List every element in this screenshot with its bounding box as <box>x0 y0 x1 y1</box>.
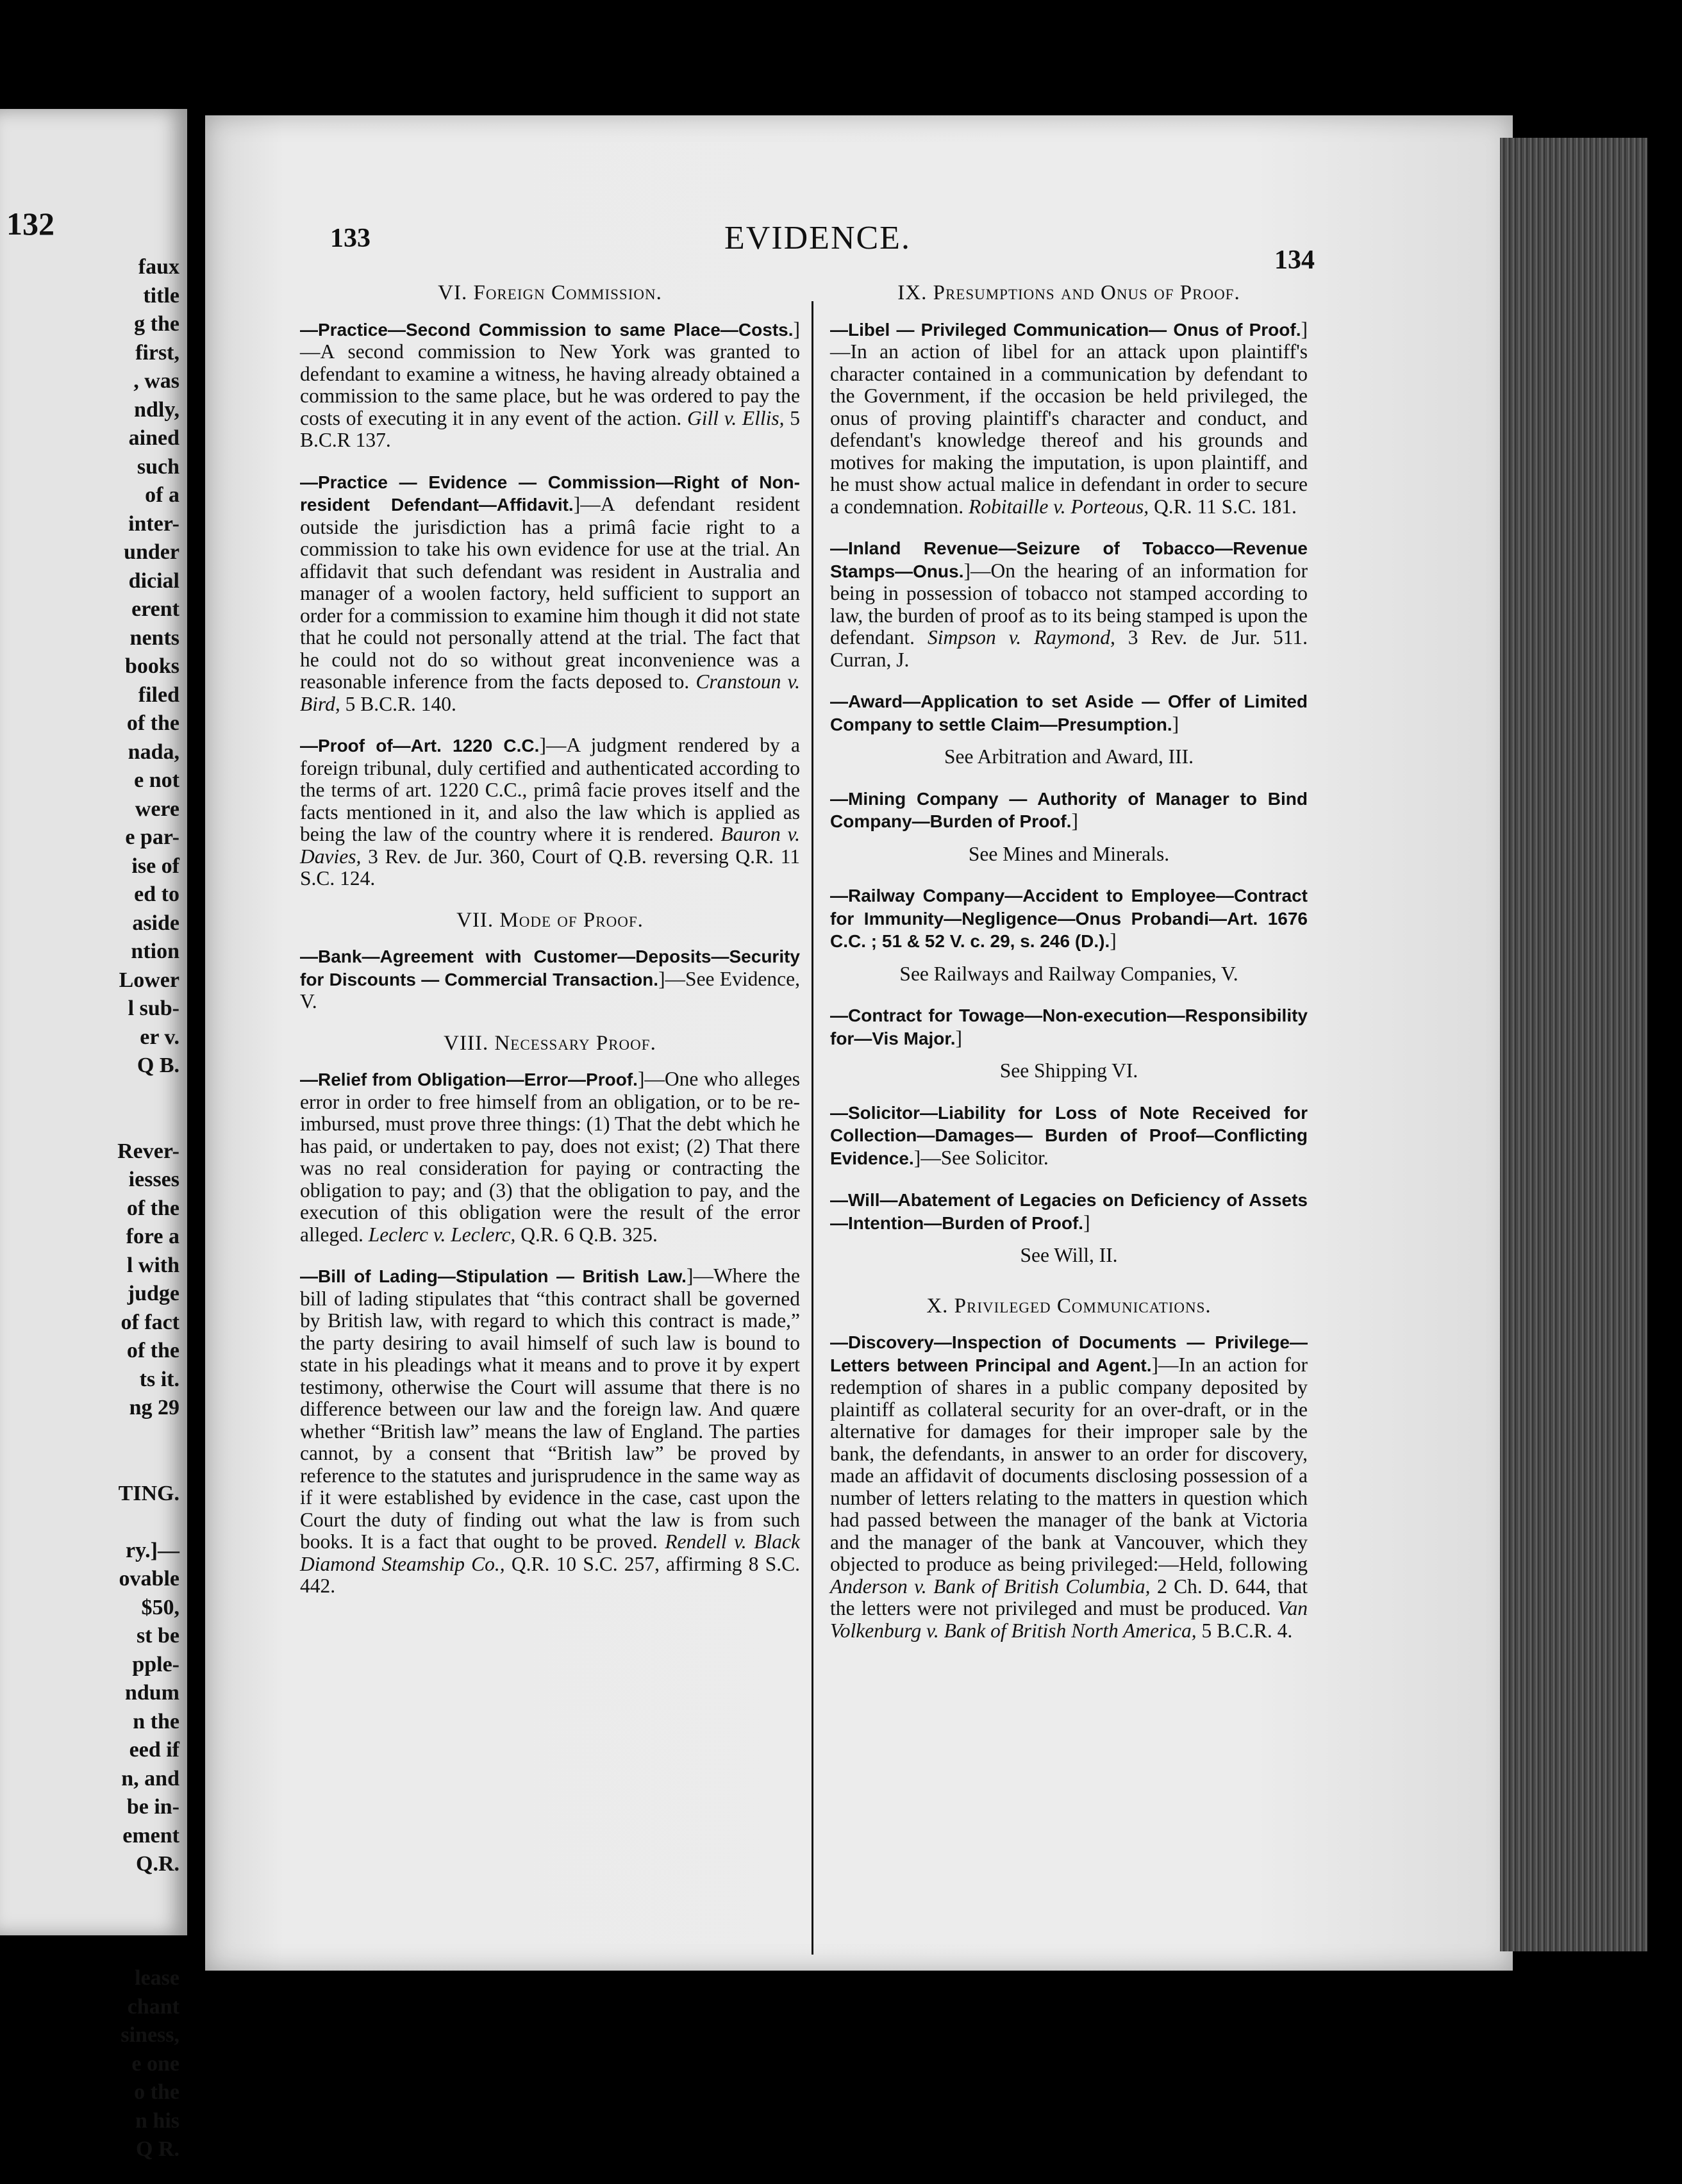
right-column <box>830 282 1308 1661</box>
previous-page-line: judge <box>127 1282 179 1305</box>
previous-page-text <box>117 253 179 2164</box>
previous-page-line: l with <box>126 1253 179 1277</box>
digest-entry: —Solicitor—Liability for Loss of Note Received for Collection—Damages— Burden of Proof—Conflicting Evidence.]—See Solicitor. <box>830 1102 1308 1169</box>
previous-page-line: inter- <box>128 511 179 536</box>
previous-page-line: n, and <box>121 1766 179 1791</box>
previous-page-line: siness, <box>121 2023 179 2047</box>
previous-page-line: Rever- <box>117 1139 179 1163</box>
previous-page-line: ts it. <box>139 1367 179 1391</box>
digest-entry: —Practice—Second Commission to same Place—Costs.]—A second commission to New York was granted to defendant to examine a witness, he having already obtained a commission to the same place, but he was ordered to pay the costs of executing it in any event of the action. Gill v. Ellis, 5 B.C.R 137. <box>300 317 800 451</box>
left-column-number: 133 <box>330 224 371 253</box>
digest-entry: —Libel — Privileged Communication— Onus of Proof.]—In an action of libel for an attack upon plaintiff's character contained in a communication by defendant to the Government, if the occasion be held privileged, the onus of proving plaintiff's character and conduct, and defendant's knowledge thereof and his grounds and motives for making the imputation, is upon plaintiff, and he must show actual malice in defendant in order to secure a condemnation. Robitaille v. Porteous, Q.R. 11 S.C. 181. <box>830 317 1308 518</box>
previous-page-line: eed if <box>129 1738 179 1762</box>
previous-page-line: title <box>143 283 179 308</box>
previous-page-line: ed to <box>134 882 179 906</box>
previous-page-line: books <box>124 654 179 678</box>
previous-page-line <box>117 1508 179 1537</box>
previous-page-line: ained <box>128 426 179 450</box>
previous-page-line: , was <box>133 369 179 393</box>
previous-page-line: of fact <box>121 1310 179 1334</box>
previous-page-line: aside <box>132 911 179 935</box>
digest-entry: —Contract for Towage—Non-execution—Responsibility for—Vis Major.] <box>830 1005 1308 1049</box>
previous-page-line: first, <box>135 340 179 365</box>
right-column-number: 134 <box>1274 245 1315 275</box>
previous-page-line: faux <box>138 255 179 279</box>
digest-entry: —Bank—Agreement with Customer—Deposits—Security for Discounts — Commercial Transaction.]—See Evidence, V. <box>300 947 800 1013</box>
previous-page-line: filed <box>138 682 179 707</box>
column-rule <box>812 301 813 1955</box>
previous-page-line <box>117 1080 179 1109</box>
section-heading: X. Privileged Communications. <box>926 1294 1212 1318</box>
section-heading: VI. Foreign Commission. <box>438 281 662 304</box>
previous-page-line: n the <box>133 1709 179 1733</box>
page-title: EVIDENCE. <box>724 220 911 256</box>
previous-page-line: e not <box>134 768 179 792</box>
previous-page-line: iesses <box>128 1168 179 1191</box>
section-heading: VIII. Necessary Proof. <box>444 1031 656 1055</box>
previous-page-line <box>117 1879 179 1908</box>
previous-page-line: fore a <box>126 1225 179 1248</box>
previous-page-line: of the <box>126 711 179 735</box>
cross-reference: See Arbitration and Award, III. <box>944 745 1194 768</box>
previous-page-line: of the <box>126 1339 179 1362</box>
previous-page-line: of the <box>126 1196 179 1220</box>
previous-page-line: TING. <box>118 1481 179 1505</box>
previous-page-line: ntion <box>131 939 179 963</box>
book-page-edges <box>1500 138 1647 1951</box>
previous-page-number: 132 <box>6 206 54 242</box>
previous-page-line: ry.]— <box>125 1538 179 1562</box>
previous-page-line: e one <box>131 2051 179 2076</box>
previous-page-line: such <box>137 454 179 479</box>
previous-page-line: erent <box>131 597 179 621</box>
previous-page-line: chant <box>127 1994 179 2019</box>
previous-page-line: ovable <box>119 1567 179 1591</box>
previous-page-line: $50, <box>141 1595 179 1619</box>
digest-entry: —Inland Revenue—Seizure of Tobacco—Revenue Stamps—Onus.]—On the hearing of an information for being in possession of tobacco not stamped according to law, the burden of proof as to its being stamped is upon the defendant. Simpson v. Raymond, 3 Rev. de Jur. 511. Curran, J. <box>830 538 1308 671</box>
previous-page-line: nents <box>129 625 179 650</box>
previous-page-line: under <box>124 540 179 564</box>
previous-page-line: er v. <box>140 1025 179 1049</box>
previous-page-line: pple- <box>132 1652 179 1676</box>
previous-page-line: ndly, <box>134 397 179 422</box>
section-heading: VII. Mode of Proof. <box>456 908 644 932</box>
previous-page-line: ement <box>122 1823 179 1848</box>
digest-entry: —Relief from Obligation—Error—Proof.]—One who alleges error in order to free himself from an obligation, or to be re-imbursed, must prove three things: (1) That the debt which he has paid, or undertaken to pay, does not exist; (2) That there was no real consideration for paying or contracting the obligation to pay; and (3) that the obligation to pay, and the execution of this obligation were the result of the error alleged. Leclerc v. Leclerc, Q.R. 6 Q.B. 325. <box>300 1068 800 1246</box>
digest-entry: —Bill of Lading—Stipulation — British Law.]—Where the bill of lading stipulates that “this contract shall be governed by British law, with regard to which this contract is made,” the party desiring to avail himself of such law is bound to state in his pleadings what it means and to prove it by expert testimony, otherwise the Court will assume that there is no difference between our law and the foreign law. And quære whether “British law” means the law of England. The parties cannot, by a consent that “British law” be proved by reference to the statutes and jurisprudence in the same way as if it were established by evidence in the case, cast upon the Court the duty of finding out what the law is from such books. It is a fact that ought to be proved. Rendell v. Black Diamond Steamship Co., Q.R. 10 S.C. 257, affirming 8 S.C. 442. <box>300 1264 801 1597</box>
previous-page-line: l sub- <box>128 997 179 1020</box>
left-column <box>300 282 800 1617</box>
digest-entry: —Railway Company—Accident to Employee—Contract for Immunity—Negligence—Onus Probandi—Art. 1676 C.C. ; 51 & 52 V. c. 29, s. 246 (D.).] <box>830 886 1308 952</box>
previous-page-line: be in- <box>126 1795 179 1819</box>
previous-page-line <box>117 1109 179 1138</box>
cross-reference: See Mines and Minerals. <box>968 842 1170 865</box>
previous-page-line: Q B. <box>137 1054 179 1077</box>
previous-page-line: st be <box>136 1624 179 1648</box>
digest-entry: —Discovery—Inspection of Documents — Privilege—Letters between Principal and Agent.]—In an action for redemption of shares in a public company deposited by plaintiff as collateral security for an over-draft, or in the alternative for damages for their improper sale by the bank, the defendants, in answer to an order for discovery, made an affidavit of documents disclosing possession of a number of letters relating to the matters in question which had passed between the manager of the bank at Victoria and the manager of the bank at Vancouver, which they objected to produce as being privileged:—Held, following Anderson v. Bank of British Columbia, 2 Ch. D. 644, that the letters were not privileged and must be produced. Van Volkenburg v. Bank of British North America, 5 B.C.R. 4. <box>830 1332 1308 1642</box>
previous-page-line <box>117 1907 179 1936</box>
previous-page-line <box>117 1936 179 1965</box>
digest-entry: —Will—Abatement of Legacies on Deficiency of Assets—Intention—Burden of Proof.] <box>830 1190 1308 1234</box>
digest-entry: —Award—Application to set Aside — Offer of Limited Company to settle Claim—Presumption.] <box>830 691 1308 735</box>
cross-reference: See Railways and Railway Companies, V. <box>899 962 1238 985</box>
previous-page-line: o the <box>134 2080 179 2104</box>
previous-page-line: were <box>135 797 179 821</box>
previous-page-line: Lower <box>119 968 179 992</box>
previous-page-line <box>117 1451 179 1480</box>
previous-page-line: e par- <box>125 825 179 849</box>
digest-entry: —Proof of—Art. 1220 C.C.]—A judgment rendered by a foreign tribunal, duly certified and authenticated according to the terms of art. 1220 C.C., primâ facie proves itself and the facts mentioned in it, and also the law which is applied as being the law of the country where it is rendered. Bauron v. Davies, 3 Rev. de Jur. 360, Court of Q.B. reversing Q.R. 11 S.C. 124. <box>300 734 801 889</box>
page-header <box>0 220 1682 275</box>
previous-page-line: nada, <box>128 740 179 764</box>
digest-entry: —Mining Company — Authority of Manager to Bind Company—Burden of Proof.] <box>830 788 1308 832</box>
previous-page-line: ndum <box>124 1681 179 1705</box>
previous-page-line: Q.R. <box>136 1852 179 1876</box>
previous-page-line: n his <box>135 2108 179 2133</box>
section-heading: IX. Presumptions and Onus of Proof. <box>897 281 1240 304</box>
digest-entry: —Practice — Evidence — Commission—Right of Non-resident Defendant—Affidavit.]—A defendant resident outside the jurisdiction has a primâ facie right to a commission to take his own evidence for use at the trial. An affidavit that such defendant was resident in Australia and manager of a woolen factory, held sufficient to support an order for a commission to examine him though it did not state that he could not personally attend at the trial. The fact that he could not do so without great inconvenience was a reasonable inference from the facts deposed to. Cranstoun v. Bird, 5 B.C.R. 140. <box>300 472 800 715</box>
previous-page-line: g the <box>134 312 179 336</box>
previous-page-line: lease <box>135 1966 179 1990</box>
cross-reference: See Will, II. <box>1020 1244 1118 1266</box>
previous-page-line: dicial <box>128 568 179 593</box>
previous-page-line <box>117 1423 179 1452</box>
previous-page-fragment <box>0 109 187 2161</box>
previous-page-line: ng 29 <box>129 1396 179 1419</box>
previous-page-line: of a <box>145 483 179 507</box>
previous-page-line: ise of <box>131 854 179 878</box>
cross-reference: See Shipping VI. <box>999 1059 1138 1082</box>
previous-page-line: Q R. <box>136 2137 179 2161</box>
